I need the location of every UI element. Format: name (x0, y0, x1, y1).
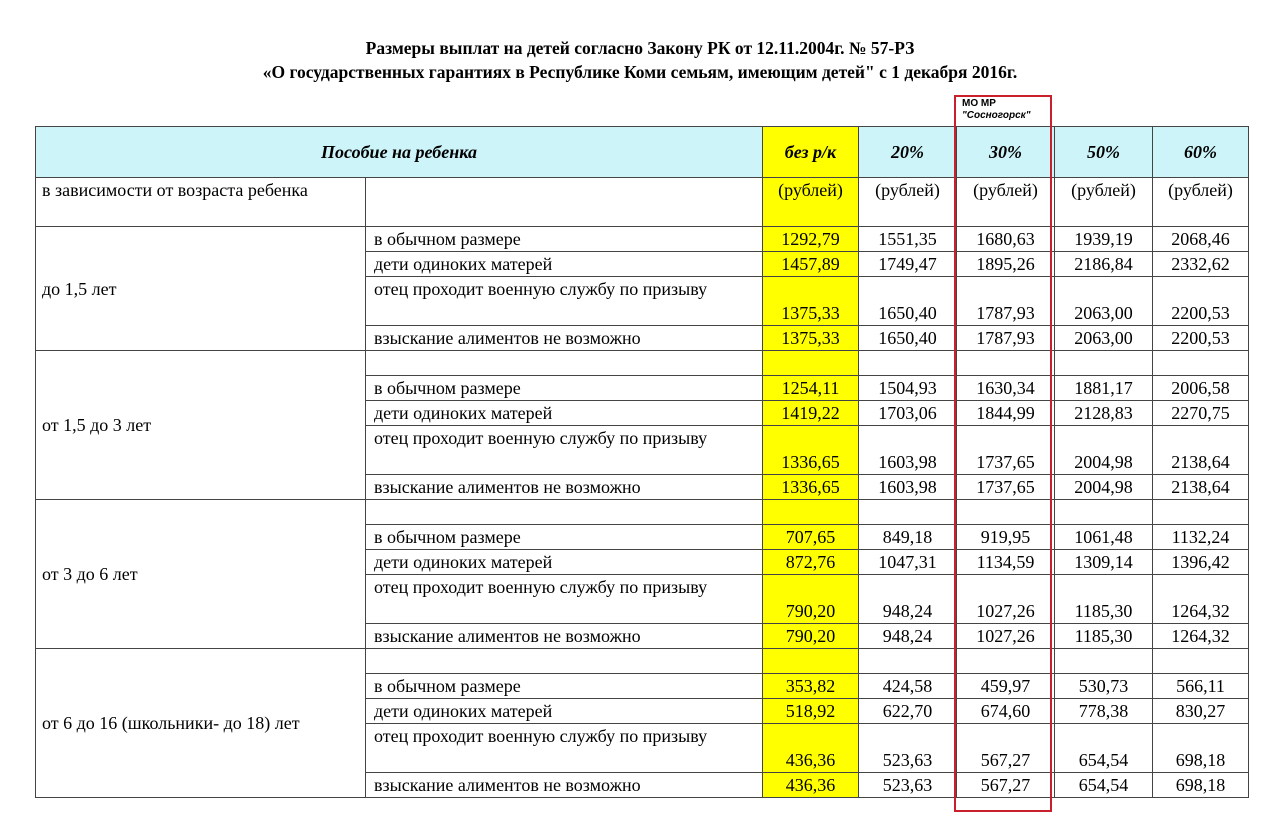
benefit-type-label: отец проходит военную службу по призыву (366, 575, 763, 624)
amount-50: 1185,30 (1055, 575, 1153, 624)
amount-20: 1650,40 (859, 277, 957, 326)
benefit-type-label: дети одиноких матерей (366, 252, 763, 277)
spacer-cell (366, 351, 763, 376)
spacer-row (36, 500, 1249, 525)
amount-base: 707,65 (763, 525, 859, 550)
age-group-label: от 6 до 16 (школьники- до 18) лет (36, 649, 366, 798)
header-col-30: 30% (957, 127, 1055, 178)
amount-30: 1895,26 (957, 252, 1055, 277)
amount-30: 1737,65 (957, 426, 1055, 475)
age-group-label: до 1,5 лет (36, 227, 366, 351)
amount-60: 1132,24 (1153, 525, 1249, 550)
amount-20: 1603,98 (859, 426, 957, 475)
amount-50: 2063,00 (1055, 326, 1153, 351)
amount-base: 353,82 (763, 674, 859, 699)
benefit-type-label: взыскание алиментов не возможно (366, 475, 763, 500)
amount-base: 518,92 (763, 699, 859, 724)
unit-col-30: (рублей) (957, 178, 1055, 227)
amount-20: 1551,35 (859, 227, 957, 252)
benefit-type-label: отец проходит военную службу по призыву (366, 426, 763, 475)
amount-50: 2004,98 (1055, 426, 1153, 475)
spacer-cell (859, 500, 957, 525)
benefit-type-label: взыскание алиментов не возможно (366, 624, 763, 649)
table-row (36, 227, 1249, 252)
spacer-cell (1055, 649, 1153, 674)
amount-base: 1336,65 (763, 475, 859, 500)
amount-20: 1749,47 (859, 252, 957, 277)
amount-50: 1309,14 (1055, 550, 1153, 575)
municipality-label (962, 98, 1030, 122)
spacer-cell (859, 649, 957, 674)
amount-base: 1336,65 (763, 426, 859, 475)
amount-30: 1027,26 (957, 575, 1055, 624)
amount-50: 1939,19 (1055, 227, 1153, 252)
document-title-line-2: «О государственных гарантиях в Республике Коми семьям, имеющим детей" с 1 декабря 2016г. (262, 62, 1018, 82)
header-col-50: 50% (1055, 127, 1153, 178)
header-col-base: без р/к (763, 127, 859, 178)
amount-base: 1254,11 (763, 376, 859, 401)
amount-60: 2138,64 (1153, 426, 1249, 475)
amount-60: 566,11 (1153, 674, 1249, 699)
amount-20: 1504,93 (859, 376, 957, 401)
amount-base: 872,76 (763, 550, 859, 575)
spacer-cell (1055, 500, 1153, 525)
units-row-empty (366, 178, 763, 227)
municipality-label-line-2: "Сосногорск" (962, 110, 1031, 121)
amount-30: 1844,99 (957, 401, 1055, 426)
amount-50: 2128,83 (1055, 401, 1153, 426)
amount-20: 849,18 (859, 525, 957, 550)
amount-50: 2063,00 (1055, 277, 1153, 326)
amount-base: 790,20 (763, 624, 859, 649)
document-title-line-1: Размеры выплат на детей согласно Закону РК от 12.11.2004г. № 57-РЗ (365, 38, 915, 58)
amount-60: 2068,46 (1153, 227, 1249, 252)
amount-50: 778,38 (1055, 699, 1153, 724)
spacer-cell (1153, 351, 1249, 376)
amount-base: 1457,89 (763, 252, 859, 277)
header-benefit: Пособие на ребенка (36, 127, 763, 178)
unit-col-60: (рублей) (1153, 178, 1249, 227)
benefit-type-label: отец проходит военную службу по призыву (366, 724, 763, 773)
amount-50: 530,73 (1055, 674, 1153, 699)
amount-base: 436,36 (763, 773, 859, 798)
age-group-label: от 3 до 6 лет (36, 500, 366, 649)
amount-20: 424,58 (859, 674, 957, 699)
spacer-cell (957, 500, 1055, 525)
spacer-cell (957, 649, 1055, 674)
unit-col-20: (рублей) (859, 178, 957, 227)
benefit-type-label: дети одиноких матерей (366, 550, 763, 575)
amount-30: 567,27 (957, 773, 1055, 798)
amount-60: 2200,53 (1153, 277, 1249, 326)
amount-50: 1881,17 (1055, 376, 1153, 401)
amount-30: 1787,93 (957, 326, 1055, 351)
amount-base: 1375,33 (763, 326, 859, 351)
amount-20: 1047,31 (859, 550, 957, 575)
benefit-type-label: в обычном размере (366, 525, 763, 550)
amount-20: 948,24 (859, 575, 957, 624)
amount-60: 1264,32 (1153, 624, 1249, 649)
benefit-type-label: в обычном размере (366, 227, 763, 252)
amount-20: 523,63 (859, 724, 957, 773)
unit-col-50: (рублей) (1055, 178, 1153, 227)
amount-30: 1134,59 (957, 550, 1055, 575)
header-col-20: 20% (859, 127, 957, 178)
units-row-label: в зависимости от возраста ребенка (36, 178, 366, 227)
amount-60: 698,18 (1153, 724, 1249, 773)
amount-50: 1061,48 (1055, 525, 1153, 550)
benefit-type-label: в обычном размере (366, 376, 763, 401)
amount-20: 1650,40 (859, 326, 957, 351)
amount-base: 790,20 (763, 575, 859, 624)
amount-20: 948,24 (859, 624, 957, 649)
amount-50: 2186,84 (1055, 252, 1153, 277)
spacer-cell (957, 351, 1055, 376)
amount-60: 2200,53 (1153, 326, 1249, 351)
benefit-type-label: взыскание алиментов не возможно (366, 326, 763, 351)
amount-base: 1419,22 (763, 401, 859, 426)
spacer-cell (859, 351, 957, 376)
amount-60: 1396,42 (1153, 550, 1249, 575)
amount-base: 1375,33 (763, 277, 859, 326)
amount-60: 1264,32 (1153, 575, 1249, 624)
amount-60: 698,18 (1153, 773, 1249, 798)
spacer-cell (366, 500, 763, 525)
amount-20: 622,70 (859, 699, 957, 724)
amount-30: 459,97 (957, 674, 1055, 699)
units-row (36, 178, 1249, 227)
amount-30: 1787,93 (957, 277, 1055, 326)
amount-20: 1703,06 (859, 401, 957, 426)
benefit-type-label: взыскание алиментов не возможно (366, 773, 763, 798)
header-row (36, 127, 1249, 178)
spacer-cell (1055, 351, 1153, 376)
benefit-type-label: дети одиноких матерей (366, 401, 763, 426)
municipality-label-line-1: МО МР (962, 98, 996, 109)
amount-30: 1027,26 (957, 624, 1055, 649)
benefit-type-label: дети одиноких матерей (366, 699, 763, 724)
amount-30: 1680,63 (957, 227, 1055, 252)
amount-50: 2004,98 (1055, 475, 1153, 500)
benefit-type-label: отец проходит военную службу по призыву (366, 277, 763, 326)
spacer-cell (1153, 649, 1249, 674)
age-group-label: от 1,5 до 3 лет (36, 351, 366, 500)
spacer-row (36, 351, 1249, 376)
spacer-row (36, 649, 1249, 674)
benefits-table (35, 126, 1249, 798)
spacer-cell (763, 649, 859, 674)
amount-30: 1737,65 (957, 475, 1055, 500)
amount-60: 2138,64 (1153, 475, 1249, 500)
amount-60: 830,27 (1153, 699, 1249, 724)
amount-30: 1630,34 (957, 376, 1055, 401)
amount-20: 1603,98 (859, 475, 957, 500)
amount-50: 654,54 (1055, 773, 1153, 798)
amount-30: 919,95 (957, 525, 1055, 550)
spacer-cell (763, 351, 859, 376)
amount-20: 523,63 (859, 773, 957, 798)
spacer-cell (1153, 500, 1249, 525)
spacer-cell (366, 649, 763, 674)
amount-30: 674,60 (957, 699, 1055, 724)
amount-60: 2332,62 (1153, 252, 1249, 277)
amount-base: 436,36 (763, 724, 859, 773)
unit-col-base: (рублей) (763, 178, 859, 227)
amount-30: 567,27 (957, 724, 1055, 773)
spacer-cell (763, 500, 859, 525)
amount-50: 654,54 (1055, 724, 1153, 773)
amount-60: 2270,75 (1153, 401, 1249, 426)
amount-base: 1292,79 (763, 227, 859, 252)
amount-60: 2006,58 (1153, 376, 1249, 401)
header-col-60: 60% (1153, 127, 1249, 178)
amount-50: 1185,30 (1055, 624, 1153, 649)
benefit-type-label: в обычном размере (366, 674, 763, 699)
